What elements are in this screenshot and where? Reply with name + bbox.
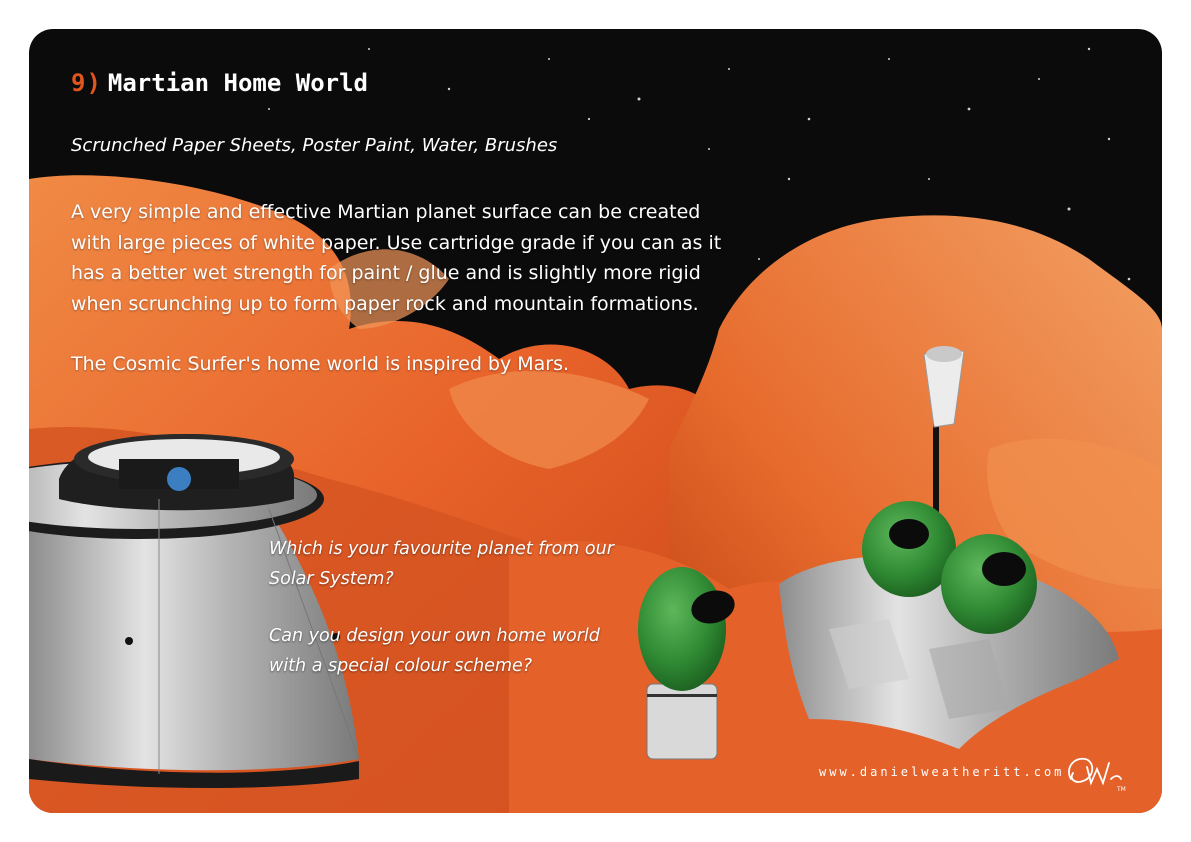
question-1: Which is your favourite planet from our Solar System? — [269, 539, 614, 589]
instructions-paragraph-1: A very simple and effective Martian planet surface can be created with large pieces of white paper. Use cartridge grade if you can as it has a better wet strength for paint / glue and is slightly more rigid when scrunching up to form paper rock and mountain formations. — [71, 201, 722, 315]
signature-logo-icon — [1061, 749, 1133, 795]
alien-pod-right — [941, 534, 1037, 634]
activity-card — [29, 29, 1162, 813]
website-link[interactable]: www.danielweatheritt.com — [819, 765, 1065, 779]
title-number: 9) — [71, 69, 102, 97]
instructions-paragraph-2: The Cosmic Surfer's home world is inspired by Mars. — [71, 353, 570, 375]
title — [71, 69, 368, 97]
discussion-questions — [269, 535, 629, 709]
instructions — [71, 197, 731, 410]
materials-list: Scrunched Paper Sheets, Poster Paint, Water, Brushes — [71, 135, 558, 156]
question-2: Can you design your own home world with a special colour scheme? — [269, 626, 600, 676]
page-title: Martian Home World — [107, 69, 368, 97]
signature-trademark: TM — [1117, 786, 1126, 793]
